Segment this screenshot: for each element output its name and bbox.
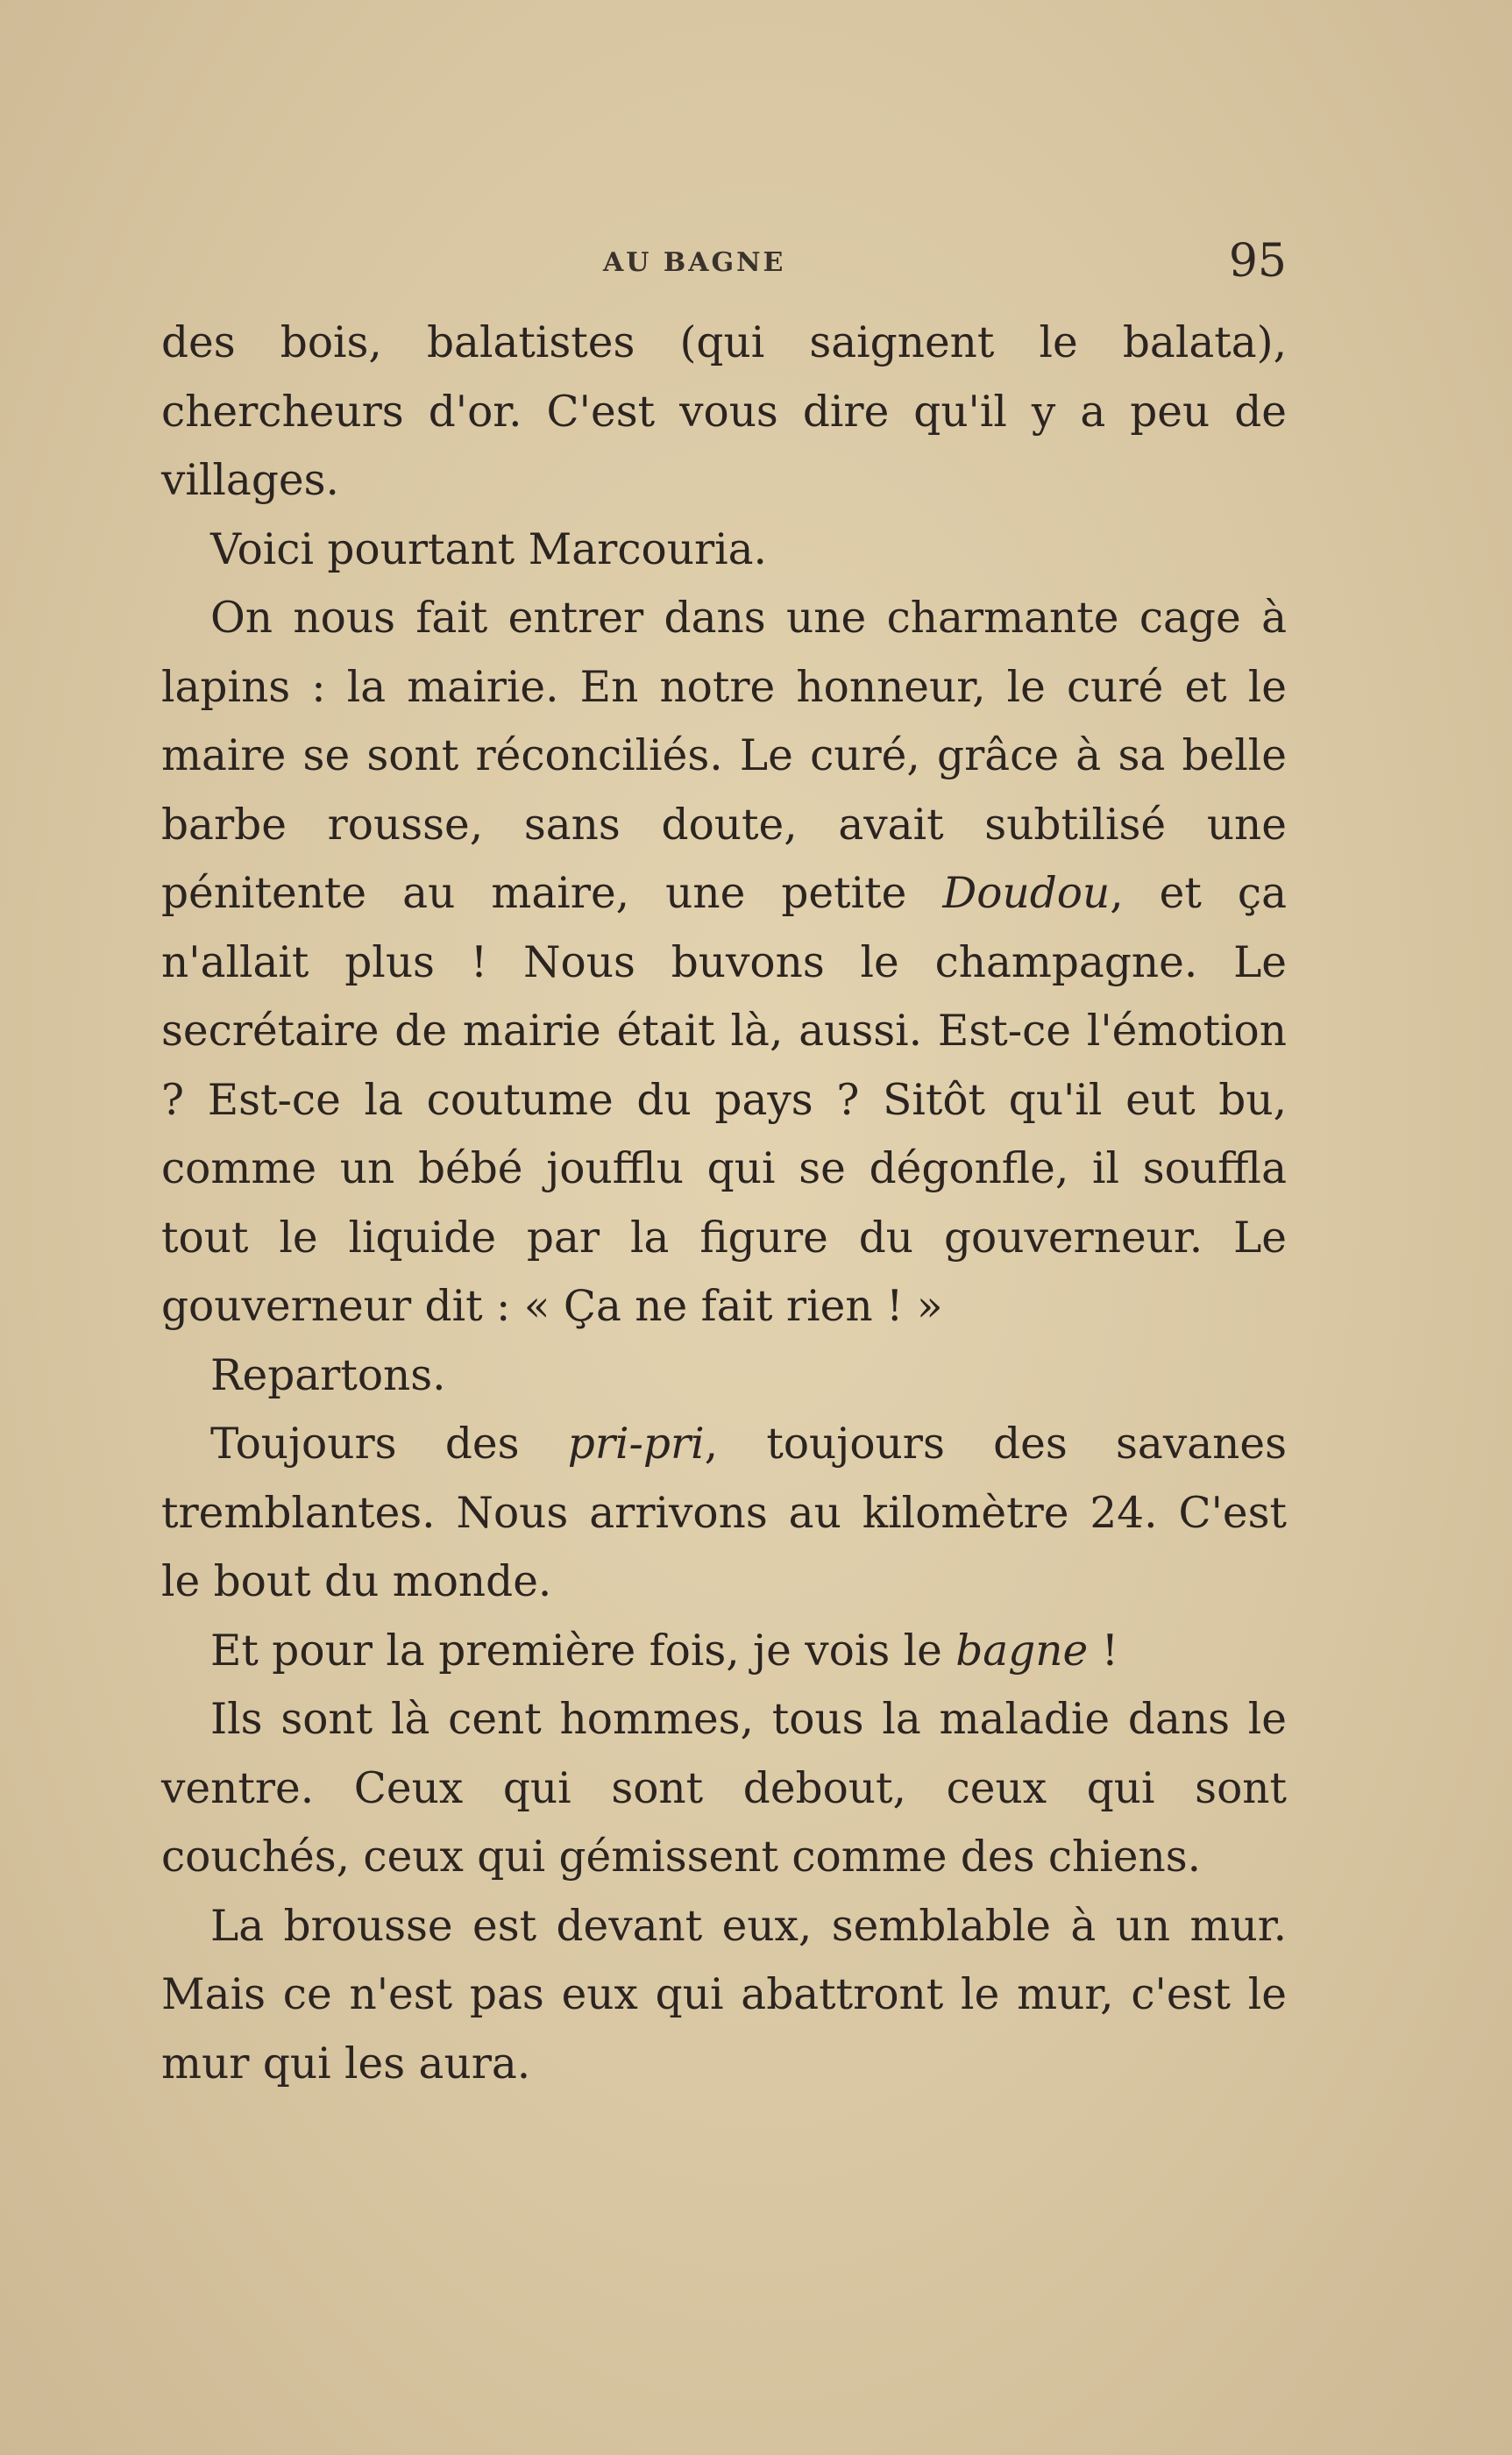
text-run: Repartons.: [210, 1350, 446, 1400]
text-run: Voici pourtant Marcouria.: [210, 524, 767, 574]
text-run: des bois, balatistes (qui saignent le balata), chercheurs d'or. C'est vous dire qu'il y a peu de villages.: [161, 318, 1287, 505]
text-run: , toujours des savanes tremblantes. Nous arrivons au kilomètre 24. C'est le bout du monde.: [161, 1420, 1287, 1606]
page-header: [161, 235, 1287, 296]
paragraph: [161, 1892, 1287, 2099]
italic-run: Doudou: [942, 869, 1111, 918]
italic-run: bagne: [955, 1626, 1089, 1676]
paragraph: [161, 1410, 1287, 1617]
text-run: Ils sont là cent hommes, tous la maladie dans le ventre. Ceux qui sont debout, ceux qui sont couchés, ceux qui gémissent comme des chiens.: [161, 1695, 1287, 1882]
paragraph: [161, 584, 1287, 1341]
paragraph: [161, 1685, 1287, 1892]
text-run: !: [1088, 1626, 1119, 1676]
body-text: [161, 309, 1287, 2098]
italic-run: pri-pri: [567, 1420, 705, 1469]
paragraph: [161, 516, 1287, 585]
text-run: On nous fait entrer dans une charmante cage à lapins : la mairie. En notre honneur, le curé et le maire se sont réconciliés. Le curé, grâce à sa belle barbe rousse, sans doute, avait subtilisé une pénitente au maire, une petite: [161, 594, 1287, 918]
paragraph: [161, 309, 1287, 516]
running-title: AU BAGNE: [603, 247, 786, 278]
page-number: 95: [1228, 235, 1287, 288]
paragraph: [161, 1341, 1287, 1411]
text-run: La brousse est devant eux, semblable à un mur. Mais ce n'est pas eux qui abattront le mur, c'est le mur qui les aura.: [161, 1901, 1287, 2089]
text-run: Toujours des: [210, 1420, 568, 1469]
text-run: , et ça n'allait plus ! Nous buvons le champagne. Le secrétaire de mairie était là, aussi. Est-ce l'émotion ? Est-ce la coutume du pays ? Sitôt qu'il eut bu, comme un bébé joufflu qui se dégonfle, il souffla tout le liquide par la figure du gouverneur. Le gouverneur dit : « Ça ne fait rien ! »: [161, 869, 1287, 1331]
text-run: Et pour la première fois, je vois le: [210, 1626, 956, 1676]
paragraph: [161, 1617, 1287, 1686]
